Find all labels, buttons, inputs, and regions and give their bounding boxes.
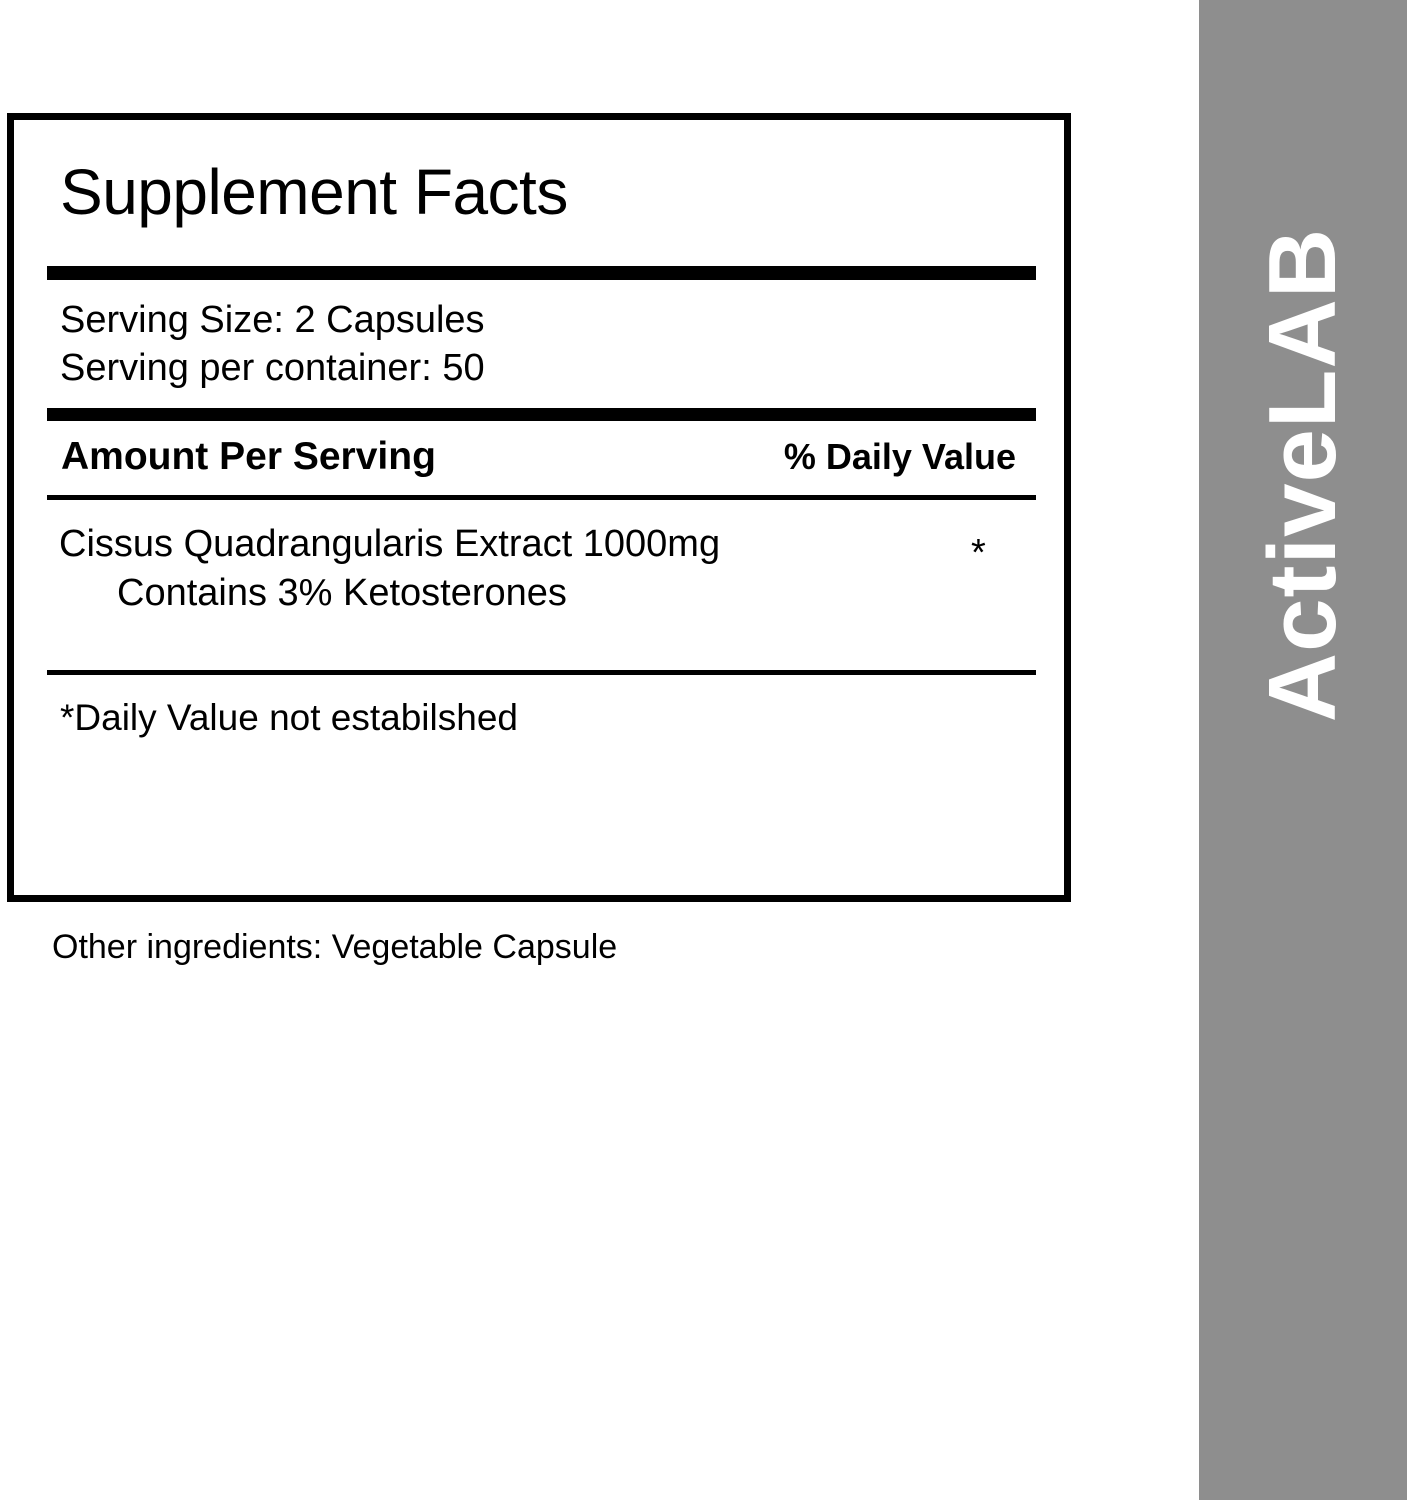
- divider-thick-middle: [47, 408, 1036, 421]
- divider-thin-lower: [47, 670, 1036, 675]
- supplement-facts-title: Supplement Facts: [60, 156, 568, 228]
- other-ingredients-text: Other ingredients: Vegetable Capsule: [52, 928, 618, 966]
- servings-per-container: Serving per container: 50: [60, 346, 485, 389]
- ingredient-daily-value: *: [971, 532, 986, 574]
- supplement-facts-content: [47, 138, 1036, 885]
- serving-size: Serving Size: 2 Capsules: [60, 299, 485, 341]
- serving-info: [60, 297, 1036, 392]
- ingredient-sub-line: Contains 3% Ketosterones: [117, 571, 567, 614]
- divider-thin-upper: [47, 495, 1036, 500]
- daily-value-label: % Daily Value: [783, 436, 1016, 477]
- ingredient-row: [59, 520, 1036, 670]
- supplement-facts-panel: [7, 113, 1071, 902]
- amount-per-serving-label: Amount Per Serving: [61, 435, 436, 478]
- brand-name: ActiveLAB: [1249, 227, 1356, 723]
- daily-value-footnote: *Daily Value not estabilshed: [60, 697, 518, 738]
- ingredient-name: Cissus Quadrangularis Extract 1000mg: [59, 523, 721, 565]
- brand-sidebar: [1199, 0, 1407, 1500]
- amount-header-row: [61, 435, 1022, 479]
- divider-thick-top: [47, 266, 1036, 280]
